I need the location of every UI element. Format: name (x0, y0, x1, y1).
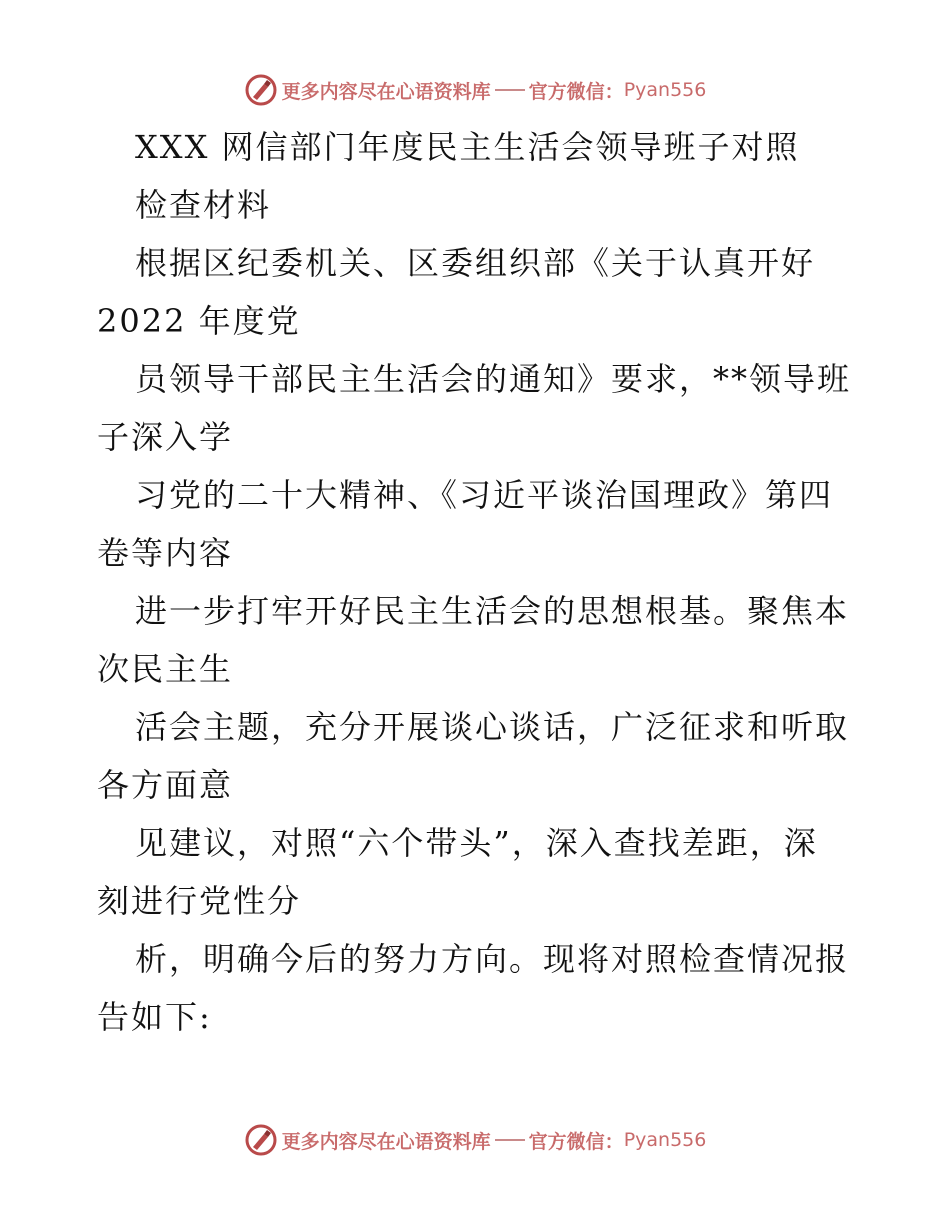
title-line-1: XXX 网信部门年度民主生活会领导班子对照 (135, 128, 800, 166)
body-line: 告如下: (97, 998, 212, 1036)
watermark-wechat-id: Pyan556 (623, 79, 707, 101)
body-line: 卷等内容 (97, 534, 234, 572)
body-line: 见建议，对照“六个带头”，深入查找差距，深 (135, 824, 818, 862)
body-line: 析，明确今后的努力方向。现将对照检查情况报 (135, 940, 850, 978)
body-line: 进一步打牢开好民主生活会的思想根基。聚焦本 (135, 592, 850, 630)
pen-logo-icon (244, 73, 278, 107)
watermark-dash (495, 1139, 525, 1141)
watermark-wechat-label: 官方微信： (528, 1130, 624, 1153)
body-line: 子深入学 (97, 418, 234, 456)
body-line: 习党的二十大精神、《习近平谈治国理政》第四 (135, 476, 834, 514)
body-line: 活会主题，充分开展谈心谈话，广泛征求和听取 (135, 708, 850, 746)
header-watermark (0, 70, 950, 110)
watermark-site-text: 更多内容尽在心语资料库 (281, 1130, 491, 1153)
body-line: 根据区纪委机关、区委组织部《关于认真开好 (135, 244, 816, 282)
body-line: 2022 年度党 (97, 302, 301, 340)
watermark-wechat-id: Pyan556 (623, 1129, 707, 1151)
body-line: 员领导干部民主生活会的通知》要求，**领导班 (135, 360, 852, 398)
watermark-wechat-label: 官方微信： (528, 80, 624, 103)
document-body (97, 118, 857, 1046)
title-line-2: 检查材料 (135, 186, 272, 224)
watermark-dash (495, 89, 525, 91)
body-line: 次民主生 (97, 650, 234, 688)
body-line: 刻进行党性分 (97, 882, 302, 920)
body-line: 各方面意 (97, 766, 234, 804)
pen-logo-icon (244, 1123, 278, 1157)
watermark-site-text: 更多内容尽在心语资料库 (281, 80, 491, 103)
footer-watermark (0, 1120, 950, 1160)
